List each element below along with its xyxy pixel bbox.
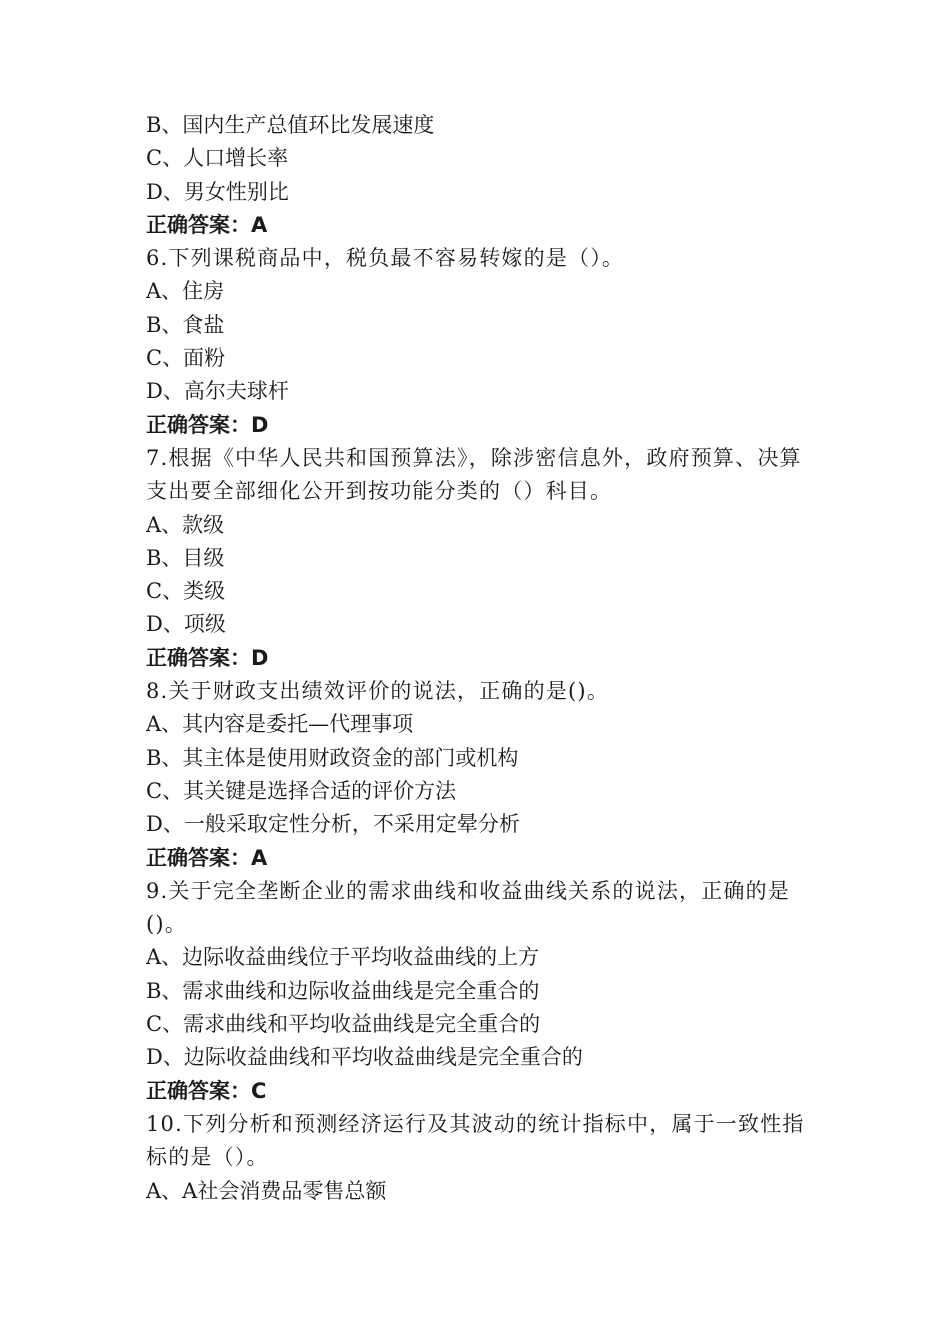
option-line: A、其内容是委托—代理事项 (146, 712, 414, 737)
option-line: A、A社会消费品零售总额 (146, 1178, 387, 1203)
option-line: D、男女性别比 (146, 179, 289, 204)
question-line: 7.根据《中华人民共和国预算法》，除涉密信息外，政府预算、决算 (146, 445, 802, 470)
option-line: B、食盐 (146, 312, 225, 337)
option-line: C、其关键是选择合适的评价方法 (146, 778, 457, 803)
option-line: D、边际收益曲线和平均收益曲线是完全重合的 (146, 1045, 583, 1070)
option-line: A、款级 (146, 512, 225, 537)
option-line: D、高尔夫球杆 (146, 379, 289, 404)
answer-line: 正确答案：A (146, 212, 268, 237)
answer-line: 正确答案：A (146, 845, 268, 870)
option-line: C、需求曲线和平均收益曲线是完全重合的 (146, 1012, 541, 1037)
question-line: 10.下列分析和预测经济运行及其波动的统计指标中，属于一致性指 (146, 1111, 805, 1136)
question-line: ()。 (146, 912, 187, 937)
option-line: B、其主体是使用财政资金的部门或机构 (146, 745, 519, 770)
answer-line: 正确答案：D (146, 645, 269, 670)
question-line: 支出要全部细化公开到按功能分类的（）科目。 (146, 479, 613, 504)
option-line: C、人口增长率 (146, 146, 289, 171)
option-line: C、面粉 (146, 346, 226, 371)
answer-line: 正确答案：D (146, 412, 269, 437)
option-line: D、一般采取定性分析，不采用定晕分析 (146, 812, 520, 837)
option-line: A、边际收益曲线位于平均收益曲线的上方 (146, 945, 540, 970)
question-line: 标的是（）。 (146, 1145, 269, 1170)
option-line: B、需求曲线和边际收益曲线是完全重合的 (146, 978, 540, 1003)
option-line: B、目级 (146, 545, 225, 570)
option-line: C、类级 (146, 579, 226, 604)
answer-line: 正确答案：C (146, 1078, 267, 1103)
question-line: 8.关于财政支出绩效评价的说法，正确的是()。 (146, 679, 610, 704)
document-page (146, 109, 826, 1208)
option-line: B、国内生产总值环比发展速度 (146, 113, 435, 137)
option-line: D、项级 (146, 612, 226, 637)
question-line: 9.关于完全垄断企业的需求曲线和收益曲线关系的说法，正确的是 (146, 878, 791, 903)
question-line: 6.下列课税商品中，税负最不容易转嫁的是（）。 (146, 246, 625, 271)
option-line: A、住房 (146, 279, 225, 304)
